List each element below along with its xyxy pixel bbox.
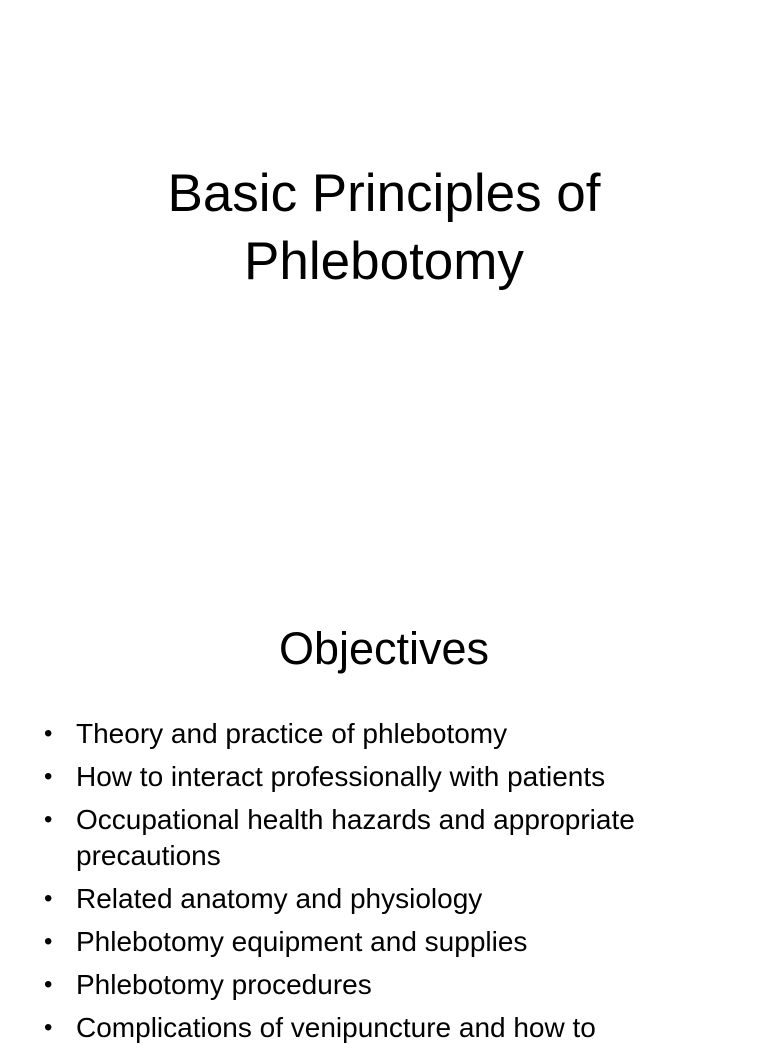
list-item xyxy=(0,716,768,752)
list-item xyxy=(0,967,768,1003)
list-item-text: Complications of venipuncture and how to xyxy=(76,1012,596,1043)
objectives-heading: Objectives xyxy=(278,623,490,674)
slide-title-line-1: Basic Principles of xyxy=(167,164,601,223)
bullet-icon: • xyxy=(44,1014,53,1041)
list-item-text: Phlebotomy equipment and supplies xyxy=(76,926,528,957)
list-item-text: How to interact professionally with patients xyxy=(76,761,606,792)
slide-title-line-2: Phlebotomy xyxy=(244,232,524,291)
bullet-icon: • xyxy=(44,720,53,747)
list-item xyxy=(0,924,768,960)
list-item xyxy=(0,802,768,874)
bullet-icon: • xyxy=(44,806,53,833)
objectives-list xyxy=(0,716,768,1053)
slide-title xyxy=(0,160,768,296)
bullet-icon: • xyxy=(44,763,53,790)
bullet-icon: • xyxy=(44,928,53,955)
list-item-text: Related anatomy and physiology xyxy=(76,883,483,914)
list-item-text: Theory and practice of phlebotomy xyxy=(76,718,508,749)
objectives-slide xyxy=(0,576,768,1043)
list-item xyxy=(0,1010,768,1046)
list-item xyxy=(0,881,768,917)
bullet-icon: • xyxy=(44,885,53,912)
list-item-text: Occupational health hazards and appropriate precautions xyxy=(76,804,635,871)
bullet-icon: • xyxy=(44,971,53,998)
list-item-text: Phlebotomy procedures xyxy=(76,969,372,1000)
list-item xyxy=(0,759,768,795)
